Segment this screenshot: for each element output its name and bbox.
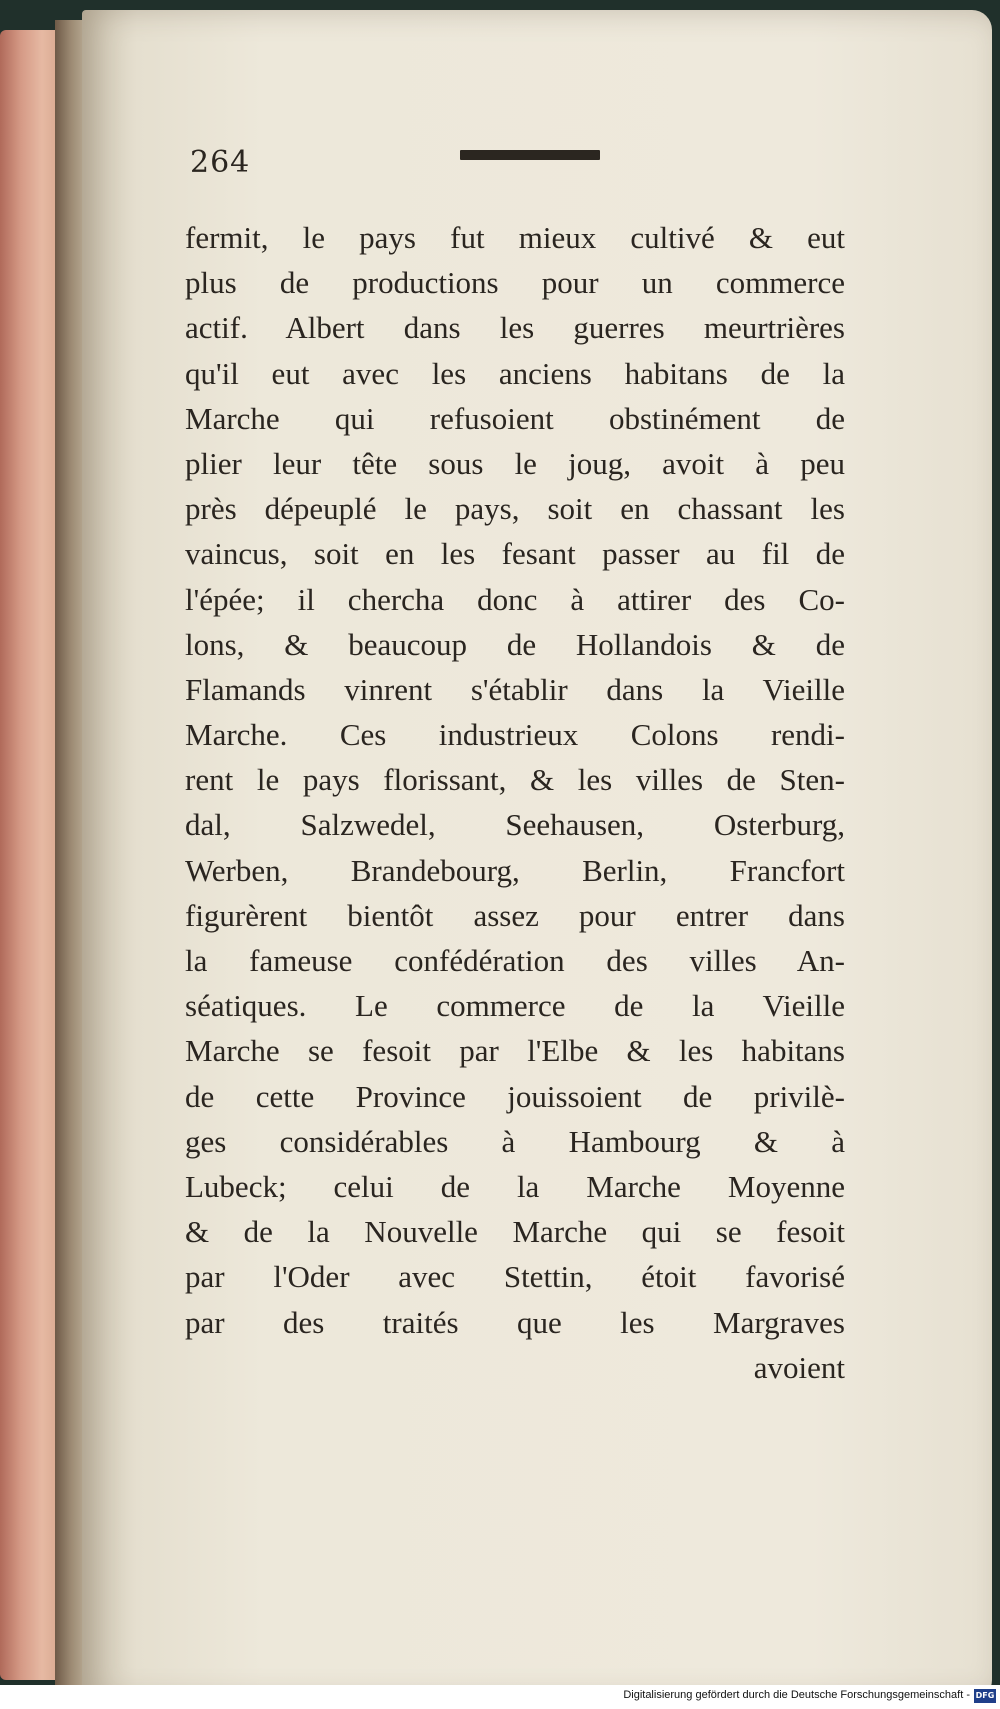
text-line: plus de productions pour un commerce (185, 265, 845, 301)
text-line: lons, & beaucoup de Hollandois & de (185, 626, 845, 662)
text-line: plier leur tête sous le joug, avoit à peu (185, 445, 845, 481)
text-line: dal, Salzwedel, Seehausen, Osterburg, (185, 807, 845, 843)
text-line: rent le pays florissant, & les villes de Sten- (185, 762, 845, 798)
text-line: Flamands vinrent s'établir dans la Vieille (185, 671, 845, 707)
text-line: Werben, Brandebourg, Berlin, Francfort (185, 852, 845, 888)
text-line: figurèrent bientôt assez pour entrer dans (185, 897, 845, 933)
text-line: Marche. Ces industrieux Colons rendi- (185, 717, 845, 753)
text-line: fermit, le pays fut mieux cultivé & eut (185, 220, 845, 255)
text-line: ges considérables à Hambourg & à (185, 1123, 845, 1159)
text-line: Marche qui refusoient obstinément de (185, 400, 845, 436)
text-line: par des traités que les Margraves (185, 1304, 845, 1340)
book-edge (0, 30, 60, 1680)
text-line: séatiques. Le commerce de la Vieille (185, 988, 845, 1024)
text-line: de cette Province jouissoient de privilè- (185, 1078, 845, 1114)
catchword: avoient (753, 1349, 845, 1385)
dfg-logo-icon: DFG (974, 1689, 996, 1703)
text-line: & de la Nouvelle Marche qui se fesoit (185, 1214, 845, 1250)
header-rule (460, 150, 600, 160)
page-number: 264 (190, 145, 251, 180)
text-line: Marche se fesoit par l'Elbe & les habitans (185, 1033, 845, 1069)
body-text (185, 215, 845, 1390)
text-line: qu'il eut avec les anciens habitans de la (185, 355, 845, 391)
text-line: par l'Oder avec Stettin, étoit favorisé (185, 1259, 845, 1295)
text-line: près dépeuplé le pays, soit en chassant les (185, 491, 845, 527)
text-line: vaincus, soit en les fesant passer au fil de (185, 536, 845, 572)
text-line: actif. Albert dans les guerres meurtrières (185, 310, 845, 346)
text-line: la fameuse confédération des villes An- (185, 943, 845, 978)
text-line: l'épée; il chercha donc à attirer des Co- (185, 581, 845, 617)
text-line: Lubeck; celui de la Marche Moyenne (185, 1168, 845, 1204)
footer-credit: Digitalisierung gefördert durch die Deutsche Forschungsgemeinschaft - (623, 1689, 970, 1701)
